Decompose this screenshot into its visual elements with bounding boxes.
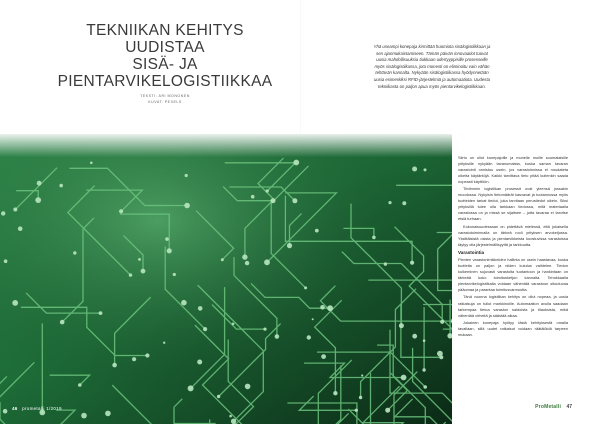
footer-brand: ProMetalli (535, 404, 562, 410)
body-paragraph: Pienten varastonimikkeiden hallinta on usein haastavaa, koska tuotteita on paljon ja niiden kulutus vaihtelee. Tiedon kulkeminen sujuvasti varastolta tuotantoon ja hankintaan on tärkeää koko toimitusketjun kannalta. Tehokkaalla pientarvikelogistiikalla voidaan vähentää varastoon sitoutuvaa pääomaa ja parantaa toimitusvarmuutta. (458, 257, 568, 293)
right-page-number: 47 (566, 404, 572, 410)
title-line-3: SISÄ- JA PIENTARVIKELOGISTIIKKAA (57, 56, 273, 90)
title-line-2: UUDISTAA (125, 39, 205, 56)
body-paragraph: Kokonaisuudessaan on pidettävä mielessä, että jokaisella varastotoiminnalla on tärkeä rooli yrityksen arvoketjussa. Yksittäisistä osista ja pientarvikkeista koostuvissa varastoissa täytyy olla järjestelmällisyyttä ja tarkkuutta. (458, 223, 568, 247)
footer-right (535, 404, 572, 410)
body-paragraph: Tänä vuonna logistiikan kehitys on ollut nopeaa, ja uusia ratkaisuja on tullut markkinoille. Automaation avulla saadaan tarkempaa tietoa varaston saldoista ja tilauksista, mikä vähentää virheitä ja säästää aikaa. (458, 294, 568, 318)
circuit-board-photo (0, 134, 452, 424)
article-body (458, 155, 568, 339)
body-subheading: Varastointia (458, 249, 485, 255)
article-credits (120, 93, 210, 105)
body-paragraph: Tiiviimmin logistiikan prosessit ovat yleensä jossakin muodossa. Nykyisin tietomäärät kasvavat ja tuotannossa myös tuotteiden tarkat tiedot, joka tarvitaan perustiedot oikein. Siksi yrityksillä tulee olla tarkkaan tiedossa, mitä materiaalia varastossa on ja missä se sijaitsee – jotta tavaraa ei tarvitse etsiä turhaan. (458, 186, 568, 222)
article-title (40, 22, 290, 90)
author-credit: TEKSTI: ARI MONONEN (140, 94, 190, 98)
body-paragraph: Jokainen konepaja hyötyy tästä kehityksestä omalla tavallaan, sillä uudet ratkaisut voidaan räätälöidä tarpeen mukaan. (458, 319, 568, 337)
body-paragraph: Siirto on ollut konepajoille ja monelle muille suomalaisille yrityksille nykyään tavanomaista, koska saman tavaran varastointi onnistuu usein, jos varastoinnissa ei noudateta oikeita käytäntöjä. Kaikki tarvittava tieto pitää kuitenkin saada nopeasti käyttöön. (458, 155, 568, 185)
footer-left (12, 406, 62, 411)
title-line-1: TEKNIIKAN KEHITYS (86, 22, 244, 39)
left-page-number: 46 (12, 406, 18, 411)
photo-credit: KUVAT: PEXELS (148, 100, 182, 104)
left-footer-label: prometalli 1/2019 (22, 406, 62, 411)
intro-paragraph: Yhä useampi konepaja kirmittää huomiota sisälogistiikkaan ja sen ajanmukaistamiseen. Tämän päivän innovaatiot tuovat uusia mahdollisuuksia tiukkaan udertyyppisille prosesseille myös sisälogistiikassa, jota monesti on eliminoitu vain vähän tehtävän kannalta. Nykyään sisälogistiikassa hyödynnetään uusia esimerkiksi RFID-järjestelmiä ja automaatiota. Uudesta tekniikasta on paljon apua myös pientarvikelogistiikkaan. (373, 44, 491, 89)
